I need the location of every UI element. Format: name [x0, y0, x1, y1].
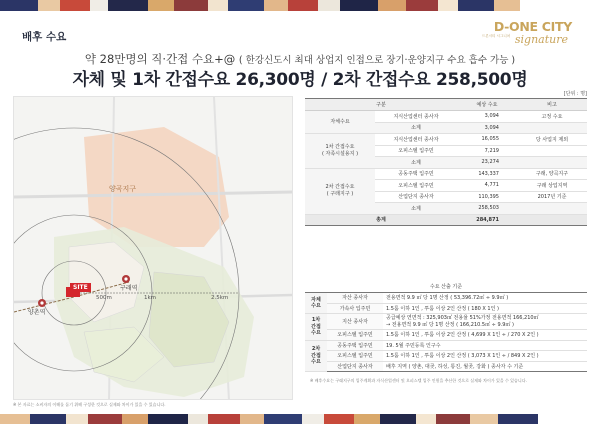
yangchon-station-label: 양촌역 [28, 309, 46, 316]
row-note: 당 사업지 제외 [517, 134, 587, 146]
basis-item: 산업단지 종사자 [327, 361, 383, 372]
row-item: 공동주택 입주민 [375, 168, 457, 180]
category-secondary [305, 168, 375, 214]
basis-text-line2: → 전용면적 9.9 ㎡ 당 1명 산정 ( 166,210.5㎡ ÷ 9.9㎡ ) [386, 321, 514, 328]
row-note [517, 203, 587, 215]
group-label-line: 자체 [311, 296, 321, 303]
row-item: 소계 [375, 157, 457, 169]
logo-script-text: signature [514, 33, 568, 46]
footnote-demand: ※ 배후수요는 구래지구의 입주계획과 자식산업센터 및 오피스텔 입주 인원을 추산한 것으로 실제와 차이가 있을 수 있습니다. [310, 378, 527, 383]
row-note [517, 157, 587, 169]
logo-tagline: 드론시티 시그니처 [482, 34, 511, 38]
radius-label-1km: 1km [144, 295, 157, 301]
bottom-decorative-strip [0, 414, 600, 424]
row-item: 소계 [375, 122, 457, 134]
basis-item: 가속사 입주민 [327, 303, 383, 314]
yanggok-district-area [84, 127, 229, 247]
header-expected: 예상 수요 [457, 99, 517, 111]
basis-item: 자산 종사자 [327, 293, 383, 304]
map-graphic [14, 97, 293, 400]
top-decorative-strip [0, 0, 600, 11]
row-value: 7,219 [457, 145, 517, 157]
row-note: 고정 수요 [517, 111, 587, 123]
basis-text: 1.5룸 이하 1인 , 투룸 이상 2인 산정 ( 180 X 1인 ) [383, 303, 587, 314]
logo-main-text: D-ONE CITY [493, 19, 572, 34]
basis-group-self [305, 293, 327, 314]
basis-table-title: 수요 산출 기준 [429, 284, 463, 290]
basis-text: 1.5룸 이하 1인 , 투룸 이상 2인 산정 ( 4,699 X 1인 ÷ / 270 X 2인 ) [383, 330, 587, 341]
total-note [517, 214, 587, 226]
table-row [305, 111, 587, 123]
subtitle-detail: ( 한강신도시 최대 상업지 인접으로 장기·운양지구 수요 흡수 가능 ) [238, 55, 516, 66]
category-primary [305, 134, 375, 169]
row-value: 258,503 [457, 203, 517, 215]
header-note: 비고 [517, 99, 587, 111]
basis-row [305, 314, 587, 330]
basis-row [305, 293, 587, 304]
row-item: 오피스텔 입주민 [375, 180, 457, 192]
basis-text: 1.5룸 이하 1인 , 투룸 이상 2인 산정 ( 3,073 X 1인 ÷ / 849 X 2인 ) [383, 351, 587, 362]
category-self: 자체수요 [305, 111, 375, 134]
basis-row [305, 303, 587, 314]
row-item: 지식산업센터 종사자 [375, 134, 457, 146]
row-value: 3,094 [457, 122, 517, 134]
category-primary-line2: ( 자족시설용지 ) [321, 150, 359, 157]
footnote-disclaimer: ※ 본 자료는 소비자의 이해를 돕기 위해 구성한 것으로 실제와 차이가 있을 수 있습니다. [13, 402, 166, 407]
row-item: 산업단지 종사자 [375, 191, 457, 203]
category-secondary-line1: 2차 간접수요 [325, 184, 355, 191]
category-secondary-line2: ( 구래지구 ) [326, 191, 354, 197]
area-label: 양곡지구 [109, 185, 137, 193]
basis-group-primary [305, 314, 327, 341]
group-label-line: 수요 [311, 359, 321, 365]
radius-label-500m: 500m [96, 295, 112, 301]
section-label: 배후 수요 [22, 31, 67, 43]
group-label-line: 수요 [311, 303, 321, 309]
group-label-line: 간접 [311, 323, 321, 330]
group-label-line: 간접 [311, 352, 321, 359]
basis-text: 전용면적 9.9 ㎡ 당 1명 산정 ( 53,396.72㎡ ÷ 9.9㎡ ) [383, 293, 587, 304]
row-value: 143,337 [457, 168, 517, 180]
unit-label: [단위 : 명] [563, 91, 587, 97]
row-item: 소계 [375, 203, 457, 215]
row-note [517, 145, 587, 157]
basis-item: 지산 종사자 [327, 314, 383, 330]
basis-table [305, 292, 587, 372]
basis-row [305, 330, 587, 341]
total-value: 284,871 [457, 214, 517, 226]
row-item: 오피스텔 입주민 [375, 145, 457, 157]
group-label-line: 수요 [311, 330, 321, 336]
row-item: 지식산업센터 종사자 [375, 111, 457, 123]
demand-table [305, 98, 587, 226]
gurae-station-label: 구래역 [120, 285, 138, 292]
row-value: 4,771 [457, 180, 517, 192]
header-category: 구분 [305, 99, 457, 111]
table-row [305, 134, 587, 146]
basis-text-line1: 공급예상 연면적 : 325,903㎡ 전용율 51%가정 전용면적 166,210㎡ [386, 315, 539, 321]
table-row-total [305, 214, 587, 226]
row-note [517, 122, 587, 134]
basis-group-secondary [305, 340, 327, 372]
row-value: 3,094 [457, 111, 517, 123]
basis-row [305, 340, 587, 351]
site-badge: SITE [70, 283, 91, 292]
category-primary-line1: 1차 간접수요 [325, 144, 355, 150]
location-map [13, 96, 293, 400]
basis-row [305, 361, 587, 372]
total-label: 총계 [305, 214, 457, 226]
row-note: 구래, 양곡지구 [517, 168, 587, 180]
demand-table-header [305, 99, 587, 111]
basis-item: 오피스텔 입주민 [327, 330, 383, 341]
table-row [305, 168, 587, 180]
row-value: 16,055 [457, 134, 517, 146]
basis-row [305, 351, 587, 362]
row-value: 23,274 [457, 157, 517, 169]
basis-text [383, 314, 587, 330]
row-note: 구래 상업지역 [517, 180, 587, 192]
basis-text: 19. 5월 주민등록 인구수 [383, 340, 587, 351]
row-note: 2017년 기준 [517, 191, 587, 203]
headline: 자체 및 1차 간접수요 26,300명 / 2차 간접수요 258,500명 [72, 70, 528, 90]
group-label-line: 1차 [311, 317, 321, 323]
basis-item: 오피스텔 입주민 [327, 351, 383, 362]
radius-label-2-5km: 2.5km [211, 295, 229, 301]
row-value: 110,395 [457, 191, 517, 203]
basis-text: 배후 지역 ( 양촌, 대곶, 하성, 통진, 월곶, 강화 ) 종사자 수 기준 [383, 361, 587, 372]
basis-item: 공동주택 입주민 [327, 340, 383, 351]
subtitle-main: 약 28만명의 직·간접 수요+@ [84, 52, 236, 66]
brand-logo [480, 19, 572, 47]
group-label-line: 2차 [311, 346, 321, 352]
